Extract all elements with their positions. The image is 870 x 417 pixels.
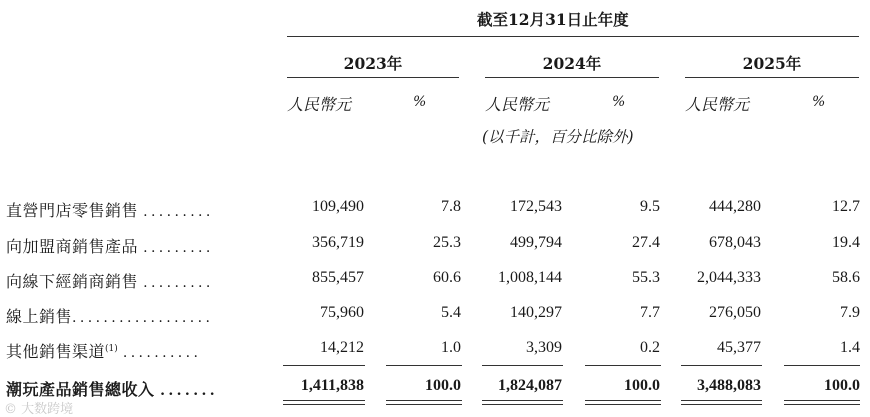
year-2024-heading: 2024年 xyxy=(542,54,602,73)
total-double-rule xyxy=(681,404,762,405)
total-double-rule xyxy=(386,404,462,405)
year-2023-heading: 2023年 xyxy=(343,54,403,73)
total-double-rule xyxy=(482,404,563,405)
cell-value: 1.4 xyxy=(840,339,860,356)
cell-value: 58.6 xyxy=(832,269,860,286)
row-label-text: 潮玩產品銷售總收入 xyxy=(6,380,155,399)
cell-value: 60.6 xyxy=(433,269,461,286)
row-label-other-channels xyxy=(6,339,201,362)
row-leader: ......... xyxy=(143,275,214,291)
cell-value: 100.0 xyxy=(824,377,860,394)
total-double-rule xyxy=(585,400,661,401)
row-label-text: 線上銷售 xyxy=(6,307,73,326)
cell-value: 678,043 xyxy=(709,234,761,251)
year-2023-underline xyxy=(287,77,459,78)
row-leader: ......... xyxy=(143,204,214,220)
total-double-rule xyxy=(784,400,860,401)
year-2025-heading: 2025年 xyxy=(742,54,802,73)
unit-label-2023: 人民幣元 xyxy=(287,95,352,114)
cell-value: 75,960 xyxy=(320,304,364,321)
unit-label-2025: 人民幣元 xyxy=(685,95,750,114)
watermark: © 大数跨境 xyxy=(4,402,74,417)
period-title: 截至12月31日止年度 xyxy=(477,10,629,29)
cell-value: 9.5 xyxy=(640,198,660,215)
total-double-rule xyxy=(585,404,661,405)
subtotal-rule xyxy=(386,365,462,366)
cell-value: 55.3 xyxy=(632,269,660,286)
total-double-rule xyxy=(283,404,365,405)
row-label-text: 其他銷售渠道 xyxy=(6,342,106,361)
year-2025-underline xyxy=(685,77,859,78)
row-label-text: 向加盟商銷售產品 xyxy=(6,237,139,256)
total-double-rule xyxy=(283,400,365,401)
cell-value: 25.3 xyxy=(433,234,461,251)
total-double-rule xyxy=(386,400,462,401)
cell-value: 140,297 xyxy=(510,304,562,321)
pct-label-2024: % xyxy=(612,94,626,110)
cell-value: 499,794 xyxy=(510,234,562,251)
cell-value: 5.4 xyxy=(441,304,461,321)
cell-value: 100.0 xyxy=(425,377,461,394)
row-label-franchise xyxy=(6,234,214,257)
footnote-marker: (1) xyxy=(105,344,118,354)
total-double-rule xyxy=(482,400,563,401)
cell-value: 14,212 xyxy=(320,339,364,356)
year-2024-underline xyxy=(485,77,659,78)
cell-value: 109,490 xyxy=(312,198,364,215)
row-leader: .......... xyxy=(122,345,202,361)
unit-label-2024: 人民幣元 xyxy=(485,95,550,114)
cell-value: 855,457 xyxy=(312,269,364,286)
row-label-offline-distributor xyxy=(6,269,214,292)
pct-label-2023: % xyxy=(413,94,427,110)
cell-value: 3,488,083 xyxy=(697,377,761,394)
pct-label-2025: % xyxy=(812,94,826,110)
cell-value: 100.0 xyxy=(624,377,660,394)
cell-value: 1,008,144 xyxy=(498,269,562,286)
row-leader: ....... xyxy=(160,383,219,399)
total-double-rule xyxy=(681,400,762,401)
total-double-rule xyxy=(784,404,860,405)
row-label-direct-retail xyxy=(6,198,214,221)
cell-value: 444,280 xyxy=(709,198,761,215)
cell-value: 19.4 xyxy=(832,234,860,251)
row-label-text: 向線下經銷商銷售 xyxy=(6,272,139,291)
row-leader: ......... xyxy=(143,240,214,256)
units-note: (以千計，百分比除外) xyxy=(482,128,634,146)
cell-value: 1.0 xyxy=(441,339,461,356)
period-underline xyxy=(287,36,859,37)
subtotal-rule xyxy=(482,365,563,366)
cell-value: 7.8 xyxy=(441,198,461,215)
row-label-text: 直營門店零售銷售 xyxy=(6,201,139,220)
cell-value: 356,719 xyxy=(312,234,364,251)
cell-value: 2,044,333 xyxy=(697,269,761,286)
cell-value: 172,543 xyxy=(510,198,562,215)
cell-value: 45,377 xyxy=(717,339,761,356)
cell-value: 1,411,838 xyxy=(300,377,364,394)
cell-value: 1,824,087 xyxy=(498,377,562,394)
cell-value: 27.4 xyxy=(632,234,660,251)
row-label-online xyxy=(6,304,213,327)
subtotal-rule xyxy=(585,365,661,366)
cell-value: 7.9 xyxy=(840,304,860,321)
subtotal-rule xyxy=(784,365,860,366)
subtotal-rule xyxy=(283,365,365,366)
subtotal-rule xyxy=(681,365,762,366)
cell-value: 12.7 xyxy=(832,198,860,215)
cell-value: 3,309 xyxy=(526,339,562,356)
row-label-total xyxy=(6,377,218,400)
cell-value: 0.2 xyxy=(640,339,660,356)
cell-value: 276,050 xyxy=(709,304,761,321)
row-leader: .................. xyxy=(72,310,214,326)
cell-value: 7.7 xyxy=(640,304,660,321)
